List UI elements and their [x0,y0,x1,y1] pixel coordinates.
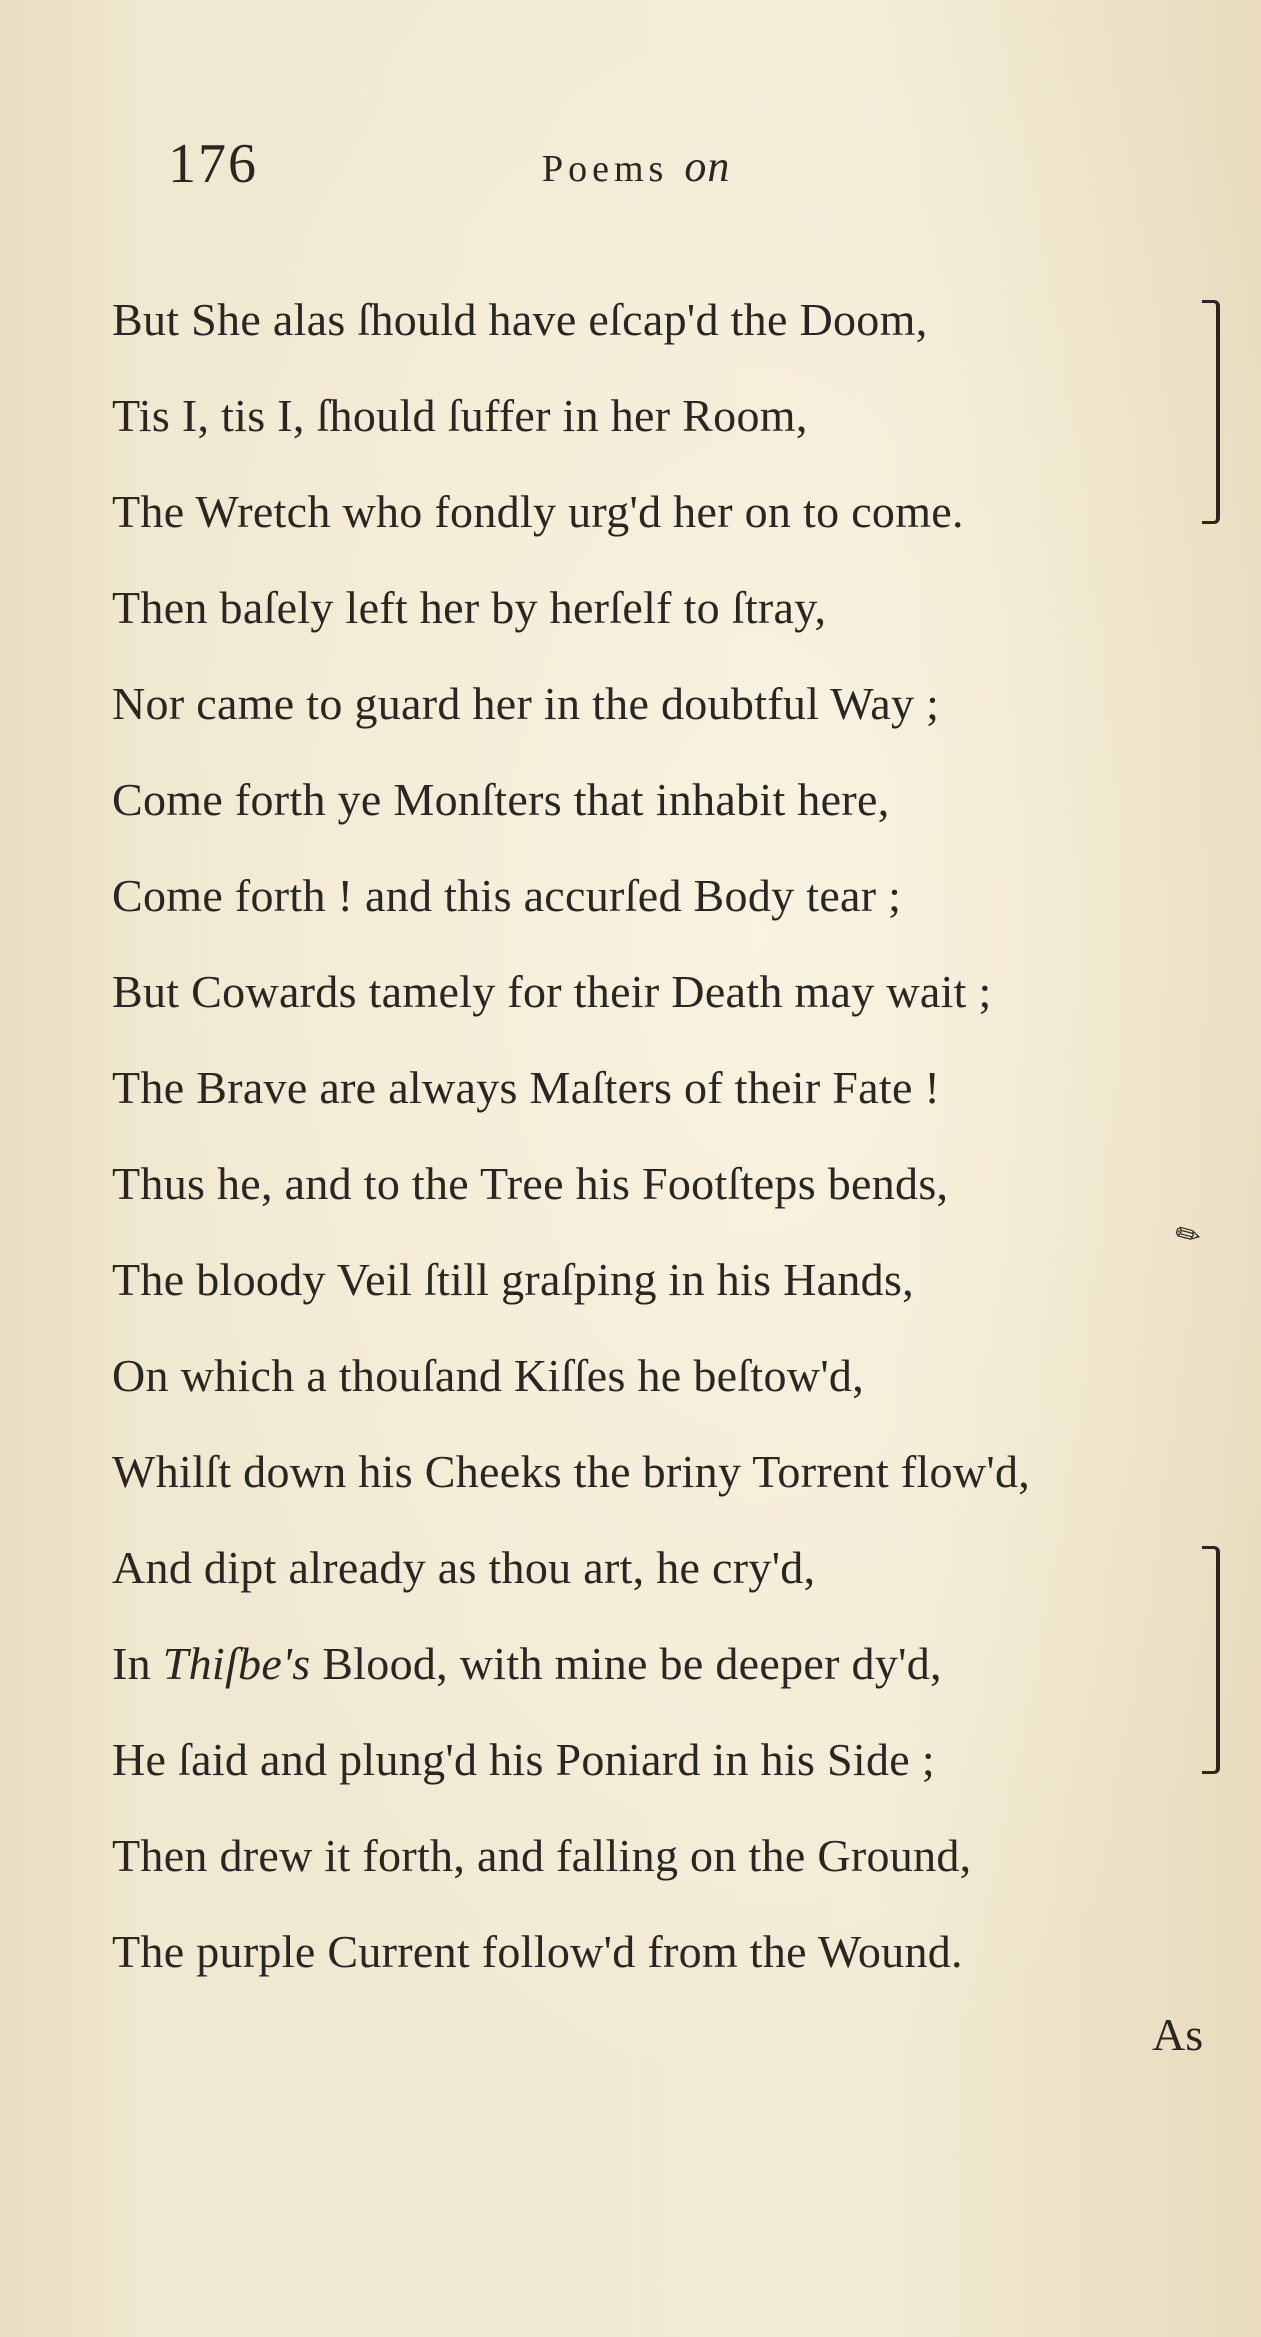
poem-line: The bloody Veil ſtill graſping in his Hands, [112,1254,914,1305]
triplet-brace [1202,300,1220,524]
catchword: As [1152,2009,1204,2060]
poem-line: The Brave are always Maſters of their Fate ! [112,1062,941,1113]
poem-line: But She alas ſhould have eſcap'd the Doom, [112,294,928,345]
poem-line: Tis I, tis I, ſhould ſuffer in her Room, [112,390,808,441]
poem-line-thisbe [112,1616,1192,1712]
poem-line: Nor came to guard her in the doubtful Way ; [112,678,940,729]
poem-line: And dipt already as thou art, he cry'd, [112,1542,816,1593]
running-head [0,132,1261,202]
poem-line: Whilſt down his Cheeks the briny Torrent flow'd, [112,1446,1031,1497]
ink-mark: ✎ [1169,1214,1208,1257]
poem-line-prefix: In [112,1638,163,1689]
running-title-italic: on [684,142,731,191]
running-title-main: Poems [542,148,669,190]
poem-text [112,272,1192,2000]
poem-line: Come forth ye Monſters that inhabit here, [112,774,890,825]
running-title [542,132,730,194]
poem-line: The Wretch who fondly urg'd her on to come. [112,486,964,537]
poem-name-italic: Thiſbe's [162,1638,311,1689]
poem-line-rest: Blood, with mine be deeper dy'd, [310,1638,942,1689]
poem-line: Then drew it forth, and falling on the Ground, [112,1830,972,1881]
poem-line: Then baſely left her by herſelf to ſtray, [112,582,827,633]
triplet-brace [1202,1546,1220,1774]
poem-line: But Cowards tamely for their Death may wait ; [112,966,992,1017]
poem-line: Thus he, and to the Tree his Footſteps bends, [112,1158,949,1209]
poem-line: Come forth ! and this accurſed Body tear ; [112,870,902,921]
poem-line: On which a thouſand Kiſſes he beſtow'd, [112,1350,865,1401]
poem-line: He ſaid and plung'd his Poniard in his Side ; [112,1734,935,1785]
poem-line: The purple Current follow'd from the Wound. [112,1926,963,1977]
page-number: 176 [168,133,258,195]
